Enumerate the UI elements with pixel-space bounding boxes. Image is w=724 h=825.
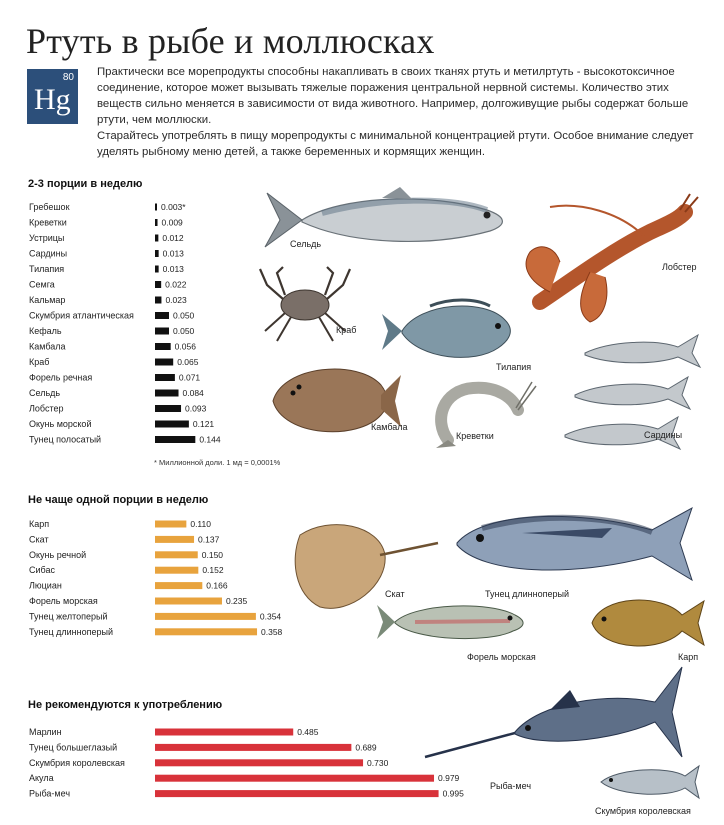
category-label: Окунь морской (29, 419, 92, 429)
sea-trout-caption: Форель морская (467, 652, 536, 662)
element-symbol: Hg (34, 83, 71, 116)
bar (155, 613, 256, 620)
value-label: 0.022 (165, 279, 187, 290)
value-label: 0.003* (161, 202, 186, 212)
bar (155, 235, 158, 242)
section-title-once-per-week: Не чаще одной порции в неделю (28, 494, 209, 506)
bar (155, 582, 202, 589)
value-label: 0.056 (174, 341, 196, 352)
lobster-icon (510, 192, 700, 327)
category-label: Тунец длинноперый (29, 626, 113, 637)
value-label: 0.093 (185, 403, 207, 414)
swordfish-icon (420, 662, 690, 772)
sardines-fish-icon (560, 315, 710, 450)
value-label: 0.013 (162, 264, 184, 274)
bar (155, 312, 169, 319)
bar (155, 204, 157, 211)
value-label: 0.050 (173, 310, 195, 321)
carp-fish-icon (582, 593, 707, 653)
intro-paragraph-1: Практически все морепродукты способны накапливать в своих тканях ртуть и метилртуть - высокотоксичное соединение, которое может вызывать тяжелые поражения центральной нервной системы. Количество этих веществ сильно меняется в зависимости от вида животного. Например, долгоживущие рыбы содержат больше ртути, чем моллюски. (97, 66, 689, 126)
value-label: 0.150 (201, 549, 224, 560)
value-label: 0.013 (162, 248, 184, 259)
value-label: 0.979 (438, 773, 460, 784)
category-label: Кальмар (29, 295, 66, 305)
shrimp-caption: Креветки (456, 431, 494, 441)
king-mackerel-caption: Скумбрия королевская (595, 806, 691, 816)
swordfish-caption: Рыба-меч (490, 781, 532, 791)
footnote: * Миллионной доли. 1 мд = 0,0001% (154, 458, 281, 467)
category-label: Камбала (29, 341, 66, 352)
bar (155, 328, 169, 335)
bar (155, 628, 257, 635)
category-label: Гребешок (29, 202, 70, 212)
section-title-2-3-per-week: 2-3 порции в неделю (28, 178, 143, 190)
stingray-caption: Скат (385, 589, 405, 599)
value-label: 0.009 (161, 217, 183, 228)
category-label: Люциан (29, 580, 62, 591)
value-label: 0.166 (206, 580, 228, 591)
value-label: 0.152 (202, 565, 224, 576)
bar (155, 219, 158, 226)
crab-caption: Краб (336, 325, 357, 335)
sardines-caption: Сардины (644, 430, 683, 440)
bar (155, 744, 351, 751)
carp-caption: Карп (678, 652, 699, 662)
category-label: Креветки (29, 217, 67, 228)
lobster-caption: Лобстер (662, 262, 697, 272)
value-label: 0.012 (162, 233, 184, 243)
bar (155, 281, 161, 288)
value-label: 0.995 (442, 788, 464, 799)
bar (155, 598, 222, 605)
page-title: Ртуть в рыбе и моллюсках (26, 21, 435, 61)
category-label: Кефаль (29, 326, 62, 336)
bar (155, 729, 293, 736)
tilapia-caption: Тилапия (496, 362, 532, 372)
herring-caption: Сельдь (290, 239, 322, 249)
category-label: Окунь речной (29, 549, 87, 560)
value-label: 0.050 (173, 326, 195, 336)
value-label: 0.354 (259, 611, 282, 622)
value-label: 0.485 (297, 727, 319, 737)
category-label: Скумбрия атлантическая (29, 310, 134, 321)
bar (155, 297, 161, 304)
value-label: 0.084 (182, 388, 204, 398)
category-label: Сельдь (29, 388, 61, 398)
category-label: Форель морская (29, 596, 98, 606)
value-label: 0.358 (261, 626, 283, 637)
category-label: Сардины (29, 248, 68, 259)
chart-group-3 (29, 727, 464, 799)
bar (155, 790, 439, 797)
value-label: 0.689 (355, 742, 377, 753)
bar (155, 536, 194, 543)
bar (155, 775, 434, 782)
king-mackerel-fish-icon (593, 762, 703, 802)
albacore-tuna-caption: Тунец длинноперый (485, 589, 569, 599)
category-label: Тилапия (29, 264, 65, 274)
value-label: 0.121 (192, 419, 215, 429)
value-label: 0.137 (198, 534, 220, 545)
category-label: Тунец большеглазый (29, 742, 118, 753)
bar (155, 436, 195, 443)
value-label: 0.730 (367, 757, 389, 768)
category-label: Краб (29, 357, 50, 367)
bar (155, 567, 198, 574)
category-label: Марлин (29, 727, 62, 737)
bar (155, 405, 181, 412)
category-label: Карп (29, 519, 50, 529)
flounder-icon (263, 355, 403, 447)
chart-group-1 (29, 202, 221, 445)
sea-trout-fish-icon (375, 597, 530, 647)
bar (155, 421, 189, 428)
value-label: 0.144 (199, 434, 221, 445)
category-label: Акула (29, 773, 54, 784)
bar (155, 343, 171, 350)
bar (155, 521, 186, 528)
category-label: Скумбрия королевская (29, 757, 125, 768)
category-label: Семга (29, 279, 55, 290)
category-label: Лобстер (29, 403, 64, 414)
category-label: Скат (29, 534, 49, 545)
value-label: 0.110 (190, 519, 211, 529)
category-label: Форель речная (29, 372, 93, 383)
section-title-not-recommended: Не рекомендуются к употреблению (28, 699, 223, 711)
category-label: Устрицы (29, 233, 65, 243)
value-label: 0.235 (225, 596, 248, 606)
bar (155, 374, 175, 381)
bar (155, 359, 173, 366)
value-label: 0.071 (178, 372, 201, 383)
bar (155, 390, 179, 397)
chart-group-2 (29, 519, 283, 637)
albacore-tuna-icon (452, 498, 702, 588)
category-label: Сибас (29, 565, 55, 576)
category-label: Тунец полосатый (29, 434, 102, 445)
bar (155, 551, 198, 558)
bar (155, 266, 159, 273)
category-label: Тунец желтоперый (29, 611, 108, 622)
value-label: 0.065 (177, 357, 199, 367)
value-label: 0.023 (165, 295, 187, 305)
flounder-caption: Камбала (371, 422, 408, 432)
atomic-number: 80 (62, 72, 74, 83)
category-label: Рыба-меч (29, 788, 71, 799)
bar (155, 250, 159, 257)
intro-paragraph-2: Старайтесь употреблять в пищу морепродукты с минимальной концентрацией ртути. Особое внимание следует уделять рыбному меню детей, а также беременных и кормящих женщин. (97, 130, 694, 158)
bar (155, 759, 363, 766)
